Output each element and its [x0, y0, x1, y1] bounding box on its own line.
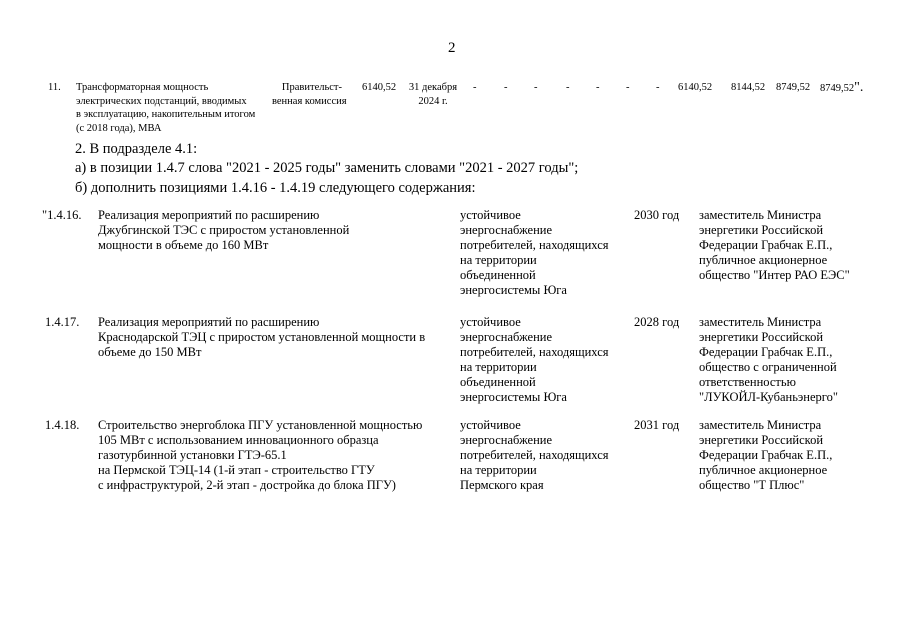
dash-cell: - [656, 82, 660, 93]
responsible: заместитель Министра энергетики Российской Федерации Грабчак Е.П., публичное акционерное общество "Т Плюс" [699, 418, 833, 492]
dash-cell: - [626, 82, 630, 93]
dash-cell: - [596, 82, 600, 93]
value-2: 8144,52 [731, 82, 766, 93]
value-1: 6140,52 [678, 82, 713, 93]
deadline-year: 2031 год [634, 418, 680, 432]
deadline-year: 2028 год [634, 315, 680, 329]
expected-result: устойчивое энергоснабжение потребителей, находящихся на территории Пермского края [460, 418, 609, 492]
page-number: 2 [448, 40, 456, 56]
dash-cell: - [473, 82, 477, 93]
base-value: 6140,52 [362, 82, 397, 93]
responsible: заместитель Министра энергетики Российской Федерации Грабчак Е.П., публичное акционерное общество "Интер РАО ЕЭС" [699, 208, 850, 282]
responsible: заместитель Министра энергетики Российской Федерации Грабчак Е.П., общество с ограниченной ответственностью "ЛУКОЙЛ-Кубаньэнерго" [699, 315, 838, 404]
instruction-item-b: б) дополнить позициями 1.4.16 - 1.4.19 следующего содержания: [75, 180, 476, 196]
indicator-name: Трансформаторная мощность электрических подстанций, вводимых в эксплуатацию, накопительным итогом (с 2018 года), МВА [76, 82, 256, 134]
instruction-item-2: 2. В подразделе 4.1: [75, 141, 198, 157]
deadline-year: 2030 год [634, 208, 680, 222]
row-number: 1.4.17. [45, 315, 80, 329]
dash-cell: - [504, 82, 508, 93]
dash-cell: - [534, 82, 538, 93]
row-number: 1.4.18. [45, 418, 80, 432]
instruction-item-a: а) в позиции 1.4.7 слова "2021 - 2025 годы" заменить словами "2021 - 2027 годы"; [75, 160, 579, 176]
expected-result: устойчивое энергоснабжение потребителей, находящихся на территории объединенной энергосистемы Юга [460, 315, 609, 404]
measure-description: Строительство энергоблока ПГУ установленной мощностью 105 МВт с использованием инновационного образца газотурбинной установки ГТЭ-65.1 на Пермской ТЭЦ-14 (1-й этап - строительство ГТУ с инфраструктурой, 2-й этап - достройка до блока ПГУ) [98, 418, 423, 492]
row-number: 11. [48, 82, 61, 93]
responsible-body: Правительст- венная комиссия [272, 82, 347, 107]
dash-cell: - [566, 82, 570, 93]
row-number: "1.4.16. [42, 208, 82, 222]
value-3: 8749,52 [776, 82, 811, 93]
deadline: 31 декабря 2024 г. [408, 82, 458, 107]
expected-result: устойчивое энергоснабжение потребителей, находящихся на территории объединенной энергосистемы Юга [460, 208, 609, 297]
measure-description: Реализация мероприятий по расширению Джубгинской ТЭС с приростом установленной мощности в объеме до 160 МВт [98, 208, 350, 252]
value-4: 8749,52". [820, 80, 864, 95]
measure-description: Реализация мероприятий по расширению Краснодарской ТЭЦ с приростом установленной мощности в объеме до 150 МВт [98, 315, 426, 359]
